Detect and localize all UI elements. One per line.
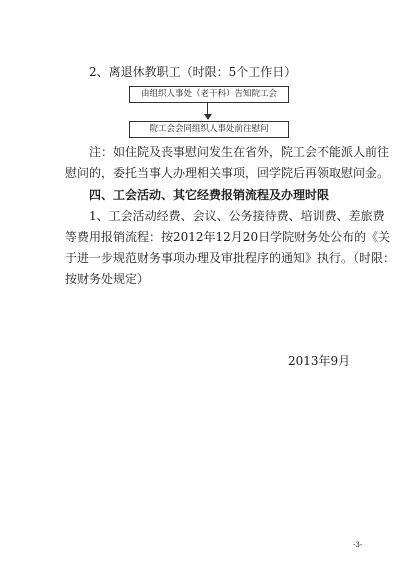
document-date: 2013年9月 [288,354,351,368]
note-paragraph [89,142,389,163]
item1-line: 1、工会活动经费、会议、公务接待费、培训费、差旅费 [89,209,385,223]
note-line: 慰问的，委托当事人办理相关事项，回学院后再领取慰问金。 [65,166,390,180]
section-2-heading: 2、离退休教职工（时限：5个工作日） [89,65,297,79]
item1-line: 于进一步规范财务事项办理及审批程序的通知》执行。（时限： [65,251,396,265]
section-4-heading: 四、工会活动、其它经费报销流程及办理时限 [89,188,330,202]
flow-arrow-down-icon [204,114,212,120]
item1-line: 等费用报销流程：按2012年12月20日学院财务处公布的《关 [65,230,391,244]
item1-line: 按财务处规定） [65,272,150,286]
page-number: -3- [353,541,363,549]
flow-step-visit: 院工会会同组织人事处前往慰问 [129,121,289,138]
note-line: 注：如住院及丧事慰问发生在省外，院工会不能派人前往 [89,145,390,159]
item1-paragraph [89,206,385,227]
note-paragraph-cont [65,163,389,184]
item1-paragraph-cont [65,227,395,290]
flow-step-notify: 由组织人事处（老干科）告知院工会 [129,86,289,103]
